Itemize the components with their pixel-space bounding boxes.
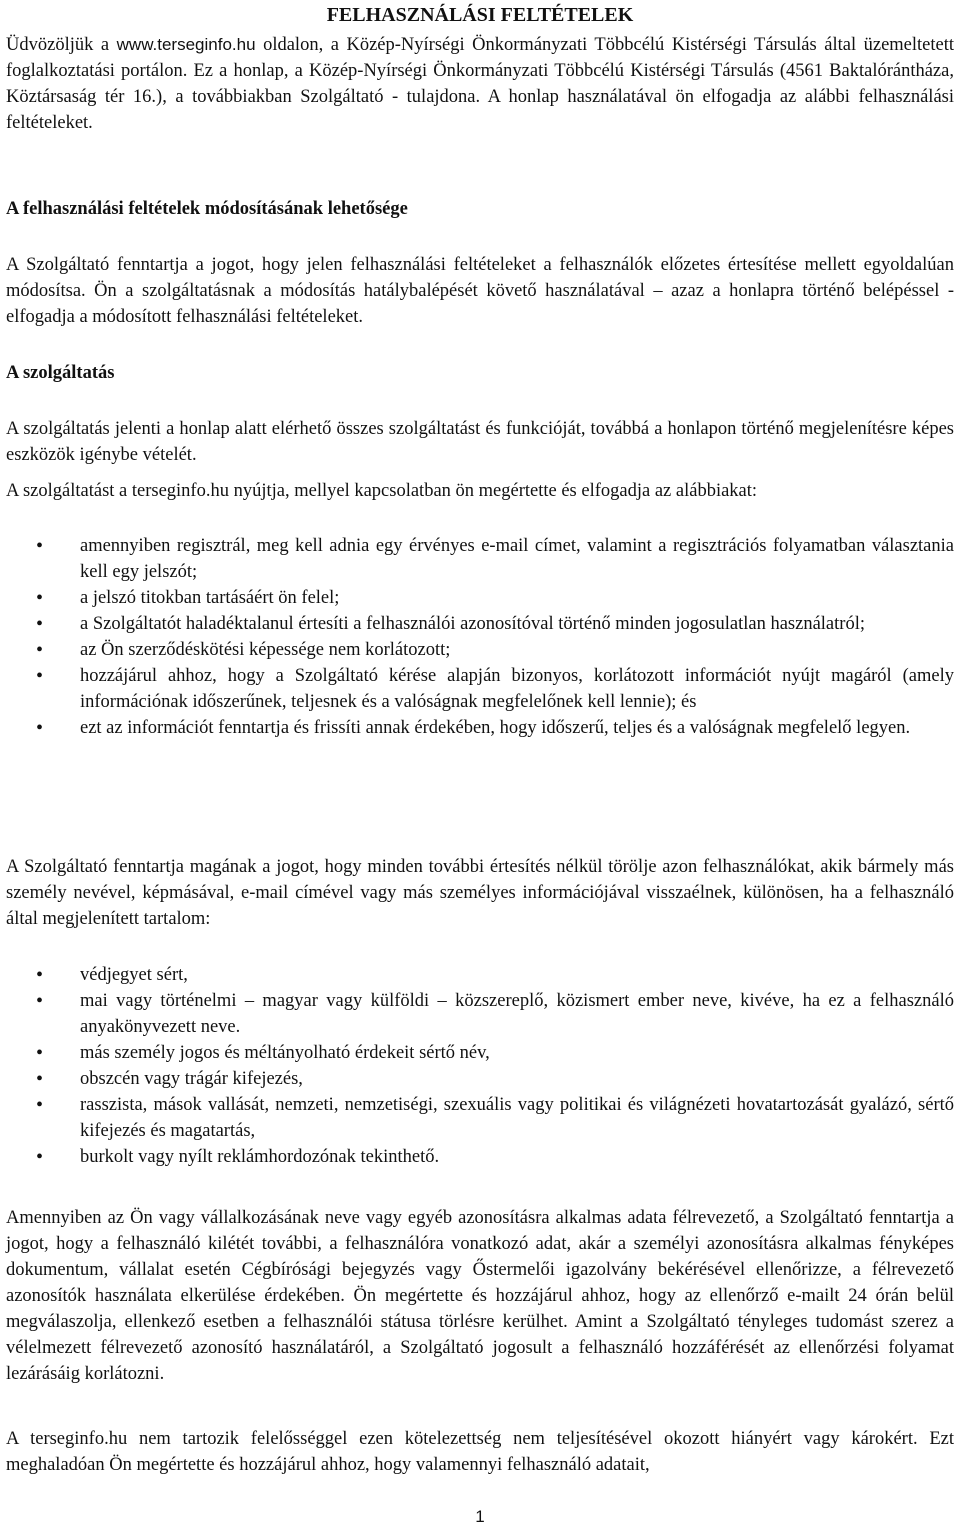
prohibited-content-list — [6, 962, 954, 1170]
list-item: • védjegyet sért, — [6, 962, 954, 988]
list-item: • a jelszó titokban tartásáért ön felel; — [6, 585, 954, 611]
deletion-paragraph: A Szolgáltató fenntartja magának a jogot, hogy minden további értesítés nélkül törölje azon felhasználókat, akik bármely más személy nevével, képmásával, e-mail címével vagy más személyes információjával visszaélnek, különösen, ha a felhasználó által megjelenített tartalom: — [6, 857, 954, 929]
list-item: • ezt az információt fenntartja és frissíti annak érdekében, hogy időszerű, teljes és a valóságnak megfelelő legyen. — [6, 715, 954, 741]
list-item: • rasszista, mások vallását, nemzeti, nemzetiségi, szexuális vagy politikai és világnézeti hovatartozását gyalázó, sértő kifejezés és magatartás, — [6, 1092, 954, 1144]
service-paragraph: A szolgáltatás jelenti a honlap alatt elérhető összes szolgáltatást és funkcióját, továbbá a honlapon történő megjelenítésre képes eszközök igénybe vételét. — [6, 419, 954, 465]
service-intro-paragraph: A szolgáltatást a terseginfo.hu nyújtja, mellyel kapcsolatban ön megértette és elfogadja az alábbiakat: — [6, 481, 758, 501]
list-item: • burkolt vagy nyílt reklámhordozónak tekinthető. — [6, 1144, 954, 1170]
obligations-list — [6, 533, 954, 741]
modification-paragraph: A Szolgáltató fenntartja a jogot, hogy jelen felhasználási feltételeket a felhasználók előzetes értesítése mellett egyoldalúan módosítsa. Ön a szolgáltatásnak a módosítás hatálybalépését követő használatával – azaz a honlapra történő belépéssel - elfogadja a módosított felhasználási feltételeket. — [6, 255, 954, 327]
page-number: 1 — [475, 1507, 485, 1526]
list-item: • a Szolgáltatót haladéktalanul értesíti a felhasználói azonosítóval történő minden jogosulatlan használatról; — [6, 611, 954, 637]
identity-paragraph: Amennyiben az Ön vagy vállalkozásának neve vagy egyéb azonosításra alkalmas adata félrevezető, a Szolgáltató fenntartja a jogot, hogy a felhasználó kilétét további, a felhasználóra vonatkozó adat, akár a személyi azonosításra alkalmas fényképes dokumentum, vállalat esetén Cégbírósági bejegyzés vagy Őstermelői igazolvány bekérésével ellenőrizze, a félrevezető azonosítók használata elkerülése érdekében. Ön megértette és hozzájárul ahhoz, hogy az ellenőrző e-mailt 24 órán belül megválaszolja, ellenkező esetben a felhasználói státusa törlésre kerülhet. Amint a Szolgáltató tényleges tudomást szerez a vélelmezett félrevezető azonosító használatáról, a Szolgáltató jogosult a felhasználó hozzáférését az ellenőrzési folyamat lezárásáig korlátozni. — [6, 1208, 954, 1384]
list-item: • hozzájárul ahhoz, hogy a Szolgáltató kérése alapján bizonyos, korlátozott információt nyújt magáról (amely információnak időszerűnek, teljesnek és a valóságnak megfelelőnek kell lennie); és — [6, 663, 954, 715]
intro-paragraph — [6, 32, 954, 136]
list-item: • az Ön szerződéskötési képessége nem korlátozott; — [6, 637, 954, 663]
list-item: • amennyiben regisztrál, meg kell adnia egy érvényes e-mail címet, valamint a regisztrációs folyamatban választania kell egy jelszót; — [6, 533, 954, 585]
liability-paragraph: A terseginfo.hu nem tartozik felelősséggel ezen kötelezettség nem teljesítésével okozott hiányért vagy károkért. Ezt meghaladóan Ön megértette és hozzájárul ahhoz, hogy valamennyi felhasználó adatait, — [6, 1429, 954, 1475]
list-item: • obszcén vagy trágár kifejezés, — [6, 1066, 954, 1092]
section-heading-modification: A felhasználási feltételek módosításának lehetősége — [6, 199, 408, 219]
list-item: • mai vagy történelmi – magyar vagy külföldi – közszereplő, közismert ember neve, kivéve, ha ez a felhasználó anyakönyvezett neve. — [6, 988, 954, 1040]
section-heading-service: A szolgáltatás — [6, 363, 115, 383]
intro-text-a: oldalon, a Közép-Nyírségi Önkormányzati Többcélú Kistérségi Társulás által üzemeltetett foglalkoztatási portálon. — [6, 35, 955, 81]
site-url: www.terseginfo.hu — [116, 35, 256, 54]
intro-greeting: Üdvözöljük a — [6, 35, 117, 55]
list-item: • más személy jogos és méltányolható érdekeit sértő név, — [6, 1040, 954, 1066]
page-title: FELHASZNÁLÁSI FELTÉTELEK — [326, 4, 634, 26]
intro-text-b: Ez a honlap, a Közép-Nyírségi Önkormányzati Többcélú Kistérségi Társulás (4561 Baktalórántháza, Köztársaság tér 16.), a továbbiakban Szolgáltató - tulajdona. A honlap használatával ön elfogadja az alábbi felhasználási feltételeket. — [6, 61, 954, 133]
